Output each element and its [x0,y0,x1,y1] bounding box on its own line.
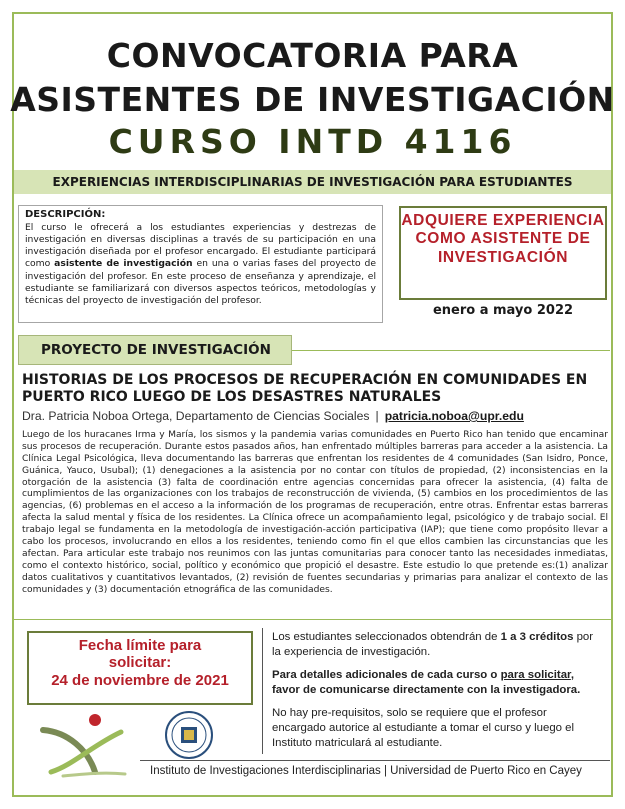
info-column [272,630,602,759]
project-title: HISTORIAS DE LOS PROCESOS DE RECUPERACIÓN EN COMUNIDADES EN PUERTO RICO LUEGO DE LOS DESASTRES NATURALES [22,372,588,405]
callout-text: ADQUIERE EXPERIENCIA COMO ASISTENTE DE INVESTIGACIÓN [401,212,605,266]
author-separator: | [375,409,379,423]
author-line [22,409,612,423]
vertical-divider [262,628,263,754]
deadline-line-2: solicitar: [108,654,172,672]
deadline-box [27,631,253,705]
author-name: Dra. Patricia Noboa Ortega, Departamento de Ciencias Sociales [22,409,370,423]
description-box [18,205,383,323]
prerequisites-info: No hay pre-requisitos, solo se requiere que el profesor encargado autorice al estudiante a tomar el curso y luego el Instituto matriculará al estudiante. [272,707,575,749]
title-line-1: CONVOCATORIA PARA [106,36,519,75]
project-section-label: PROYECTO DE INVESTIGACIÓN [18,335,292,365]
apply-link[interactable]: para solicitar [500,669,571,682]
course-code: CURSO INTD 4116 [108,122,517,161]
deadline-date: 24 de noviembre de 2021 [51,671,229,689]
deadline-line-1: Fecha límite para [78,637,202,654]
course-dates: enero a mayo 2022 [432,303,574,318]
credits-info: Los estudiantes seleccionados obtendrán de 1 a 3 créditos por la experiencia de investigación. [272,631,594,658]
section-divider [292,350,610,351]
upr-cayey-seal-icon [164,710,214,760]
experience-callout [399,206,607,300]
institute-logo-icon [33,710,133,785]
bottom-divider [14,619,611,620]
title-line-2: ASISTENTES DE INVESTIGACIÓN [10,80,615,119]
author-email-link[interactable]: patricia.noboa@upr.edu [384,409,524,423]
contact-info: Para detalles adicionales de cada curso o para solicitar, favor de comunicarse directamente con la investigadora. [272,669,581,696]
footer-text: Instituto de Investigaciones Interdisciplinarias | Universidad de Puerto Rico en Cayey [150,765,582,777]
footer-divider [140,760,610,761]
description-text: El curso le ofrecerá a los estudiantes experiencias y destrezas de investigación en diversas disciplinas a través de su participación en una investigación diseñada por el profesor encargado. El estudiante participará como asistente de investigación en una o varias fases del proyecto de investigación del profesor. En este proceso de enseñanza y aprendizaje, el estudiante se familiarizará con diversos aspectos teóricos, metodologías y técnicas del proyecto de investigación del profesor. [25,222,377,306]
subtitle-bar: EXPERIENCIAS INTERDISCIPLINARIAS DE INVESTIGACIÓN PARA ESTUDIANTES [14,170,611,194]
project-description: Luego de los huracanes Irma y María, los sismos y la pandemia varias comunidades en Puerto Rico han tenido que encaminar sus procesos de recuperación. Durante estos pasados años, han enfrentado múltiples barreras para acceder a la asistencia. La Clínica Legal Psicológica, lleva documentando las barreras que enfrentan los residentes de 4 comunidades (San Isidro, Ponce, Guánica, Yauco, Usubal); (1) denegaciones a la asistencia por no contar con títulos de propiedad, (2) inconsistencias en la otorgación de la asistencia (3) falta de coordinación entre agencias concernidas para ofrecer la asistencia, (4) falta de cumplimientos de las organizaciones con los trabajos de reconstrucción de vivienda, (5) cambios en los procedimientos de las agencias, (6) problemas en el acceso a la información de los programas de recuperación, entre otras. Enfrentar estas barreras afecta la salud mental y física de los residentes. La Clínica ofrece un acompañamiento legal, psicológico y de trabajo social. El trabajo legal se fundamenta en la metodología de investigación-acción participativa (IAP); que tiene como propósito llevar a cabo los procesos, involucrando en ellos a los residentes, teniendo como fin el que ellos cambien las circunstancias que les afectan. Para articular este trabajo nos reunimos con las juntas comunitarias para conocer tanto las necesidades inmediatas, como el contexto histórico, social, político y económico que propició el desastre. Este estudio lo que pretende es:(1) analizar datos cualitativos y cuantitativos levantados, (2) revisión de fuentes secundarias y primarias para analizar el contexto de las comunidades y (3) documentación etnográfica de las comunidades. [22,430,608,595]
description-heading: DESCRIPCIÓN: [25,209,106,220]
